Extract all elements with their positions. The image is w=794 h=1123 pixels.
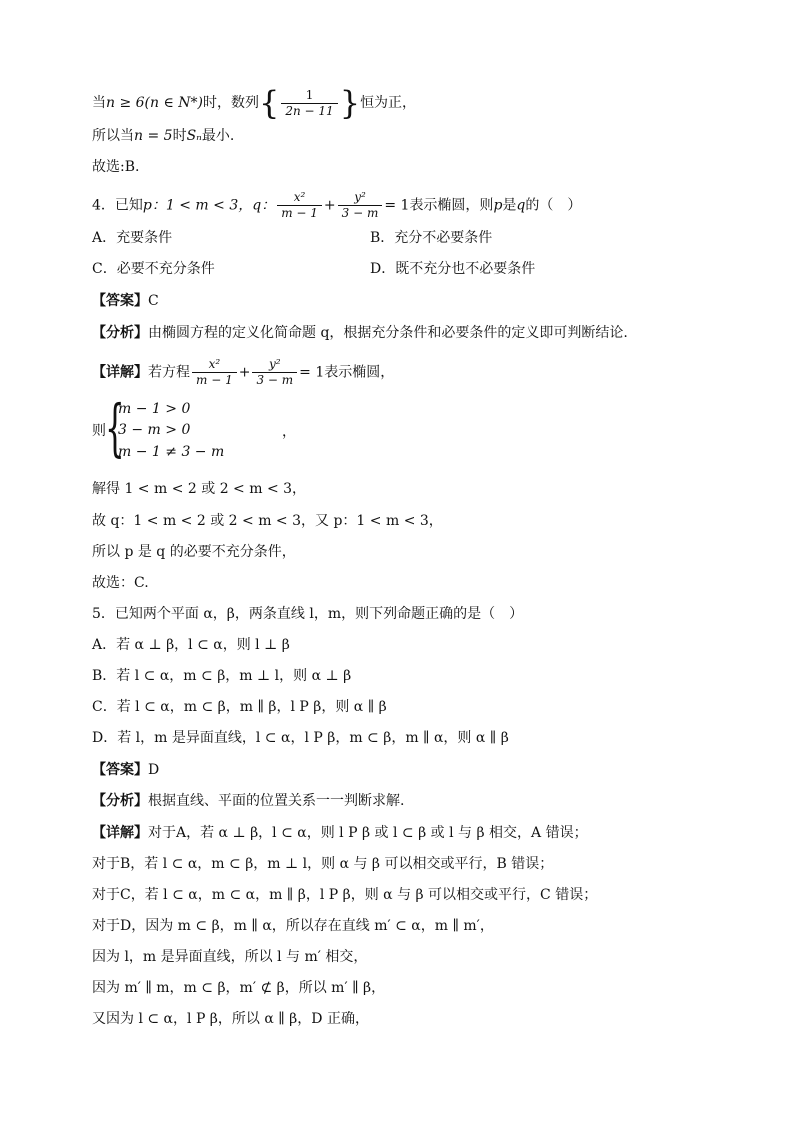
text: 是 bbox=[502, 197, 517, 214]
fraction bbox=[338, 190, 383, 221]
text: 时 bbox=[172, 128, 187, 144]
detail-tag: 【详解】 bbox=[92, 825, 148, 841]
analysis-line bbox=[92, 323, 628, 343]
math-expression: n ≥ 6(n ∈ N*) bbox=[106, 95, 204, 111]
fraction bbox=[281, 88, 337, 119]
fraction-denominator: m − 1 bbox=[281, 206, 318, 220]
text: 4．已知 bbox=[92, 197, 143, 214]
fraction-denominator: 3 − m bbox=[256, 373, 294, 387]
fraction-numerator: x² bbox=[192, 357, 237, 373]
analysis-line bbox=[92, 791, 404, 811]
answer-line bbox=[92, 291, 159, 311]
option-c: C．必要不充分条件 bbox=[92, 261, 215, 277]
text: 表示椭圆，则 bbox=[409, 197, 494, 214]
option-c: C．若 l ⊂ α，m ⊂ β，m ∥ β，l P β，则 α ∥ β bbox=[92, 699, 387, 715]
text: 所以当 bbox=[92, 128, 134, 144]
text-line: 故 q：1 < m < 2 或 2 < m < 3，又 p：1 < m < 3， bbox=[92, 513, 443, 529]
fraction bbox=[277, 190, 322, 221]
text: 当 bbox=[92, 95, 106, 111]
text-line: 故选：C. bbox=[92, 575, 149, 591]
answer-value: C bbox=[148, 293, 159, 309]
detail-tag: 【详解】 bbox=[92, 364, 148, 381]
text-line: 因为 m′ ∥ m，m ⊂ β，m′ ⊄ β，所以 m′ ∥ β， bbox=[92, 980, 386, 996]
left-brace: { bbox=[105, 391, 125, 464]
right-brace: } bbox=[339, 84, 361, 122]
math-expression: q bbox=[516, 197, 526, 214]
fraction-denominator: 2n − 11 bbox=[285, 103, 334, 118]
text: 表示椭圆， bbox=[324, 364, 395, 381]
fraction bbox=[252, 357, 297, 388]
answer-value: D bbox=[148, 762, 160, 778]
option-b: B．充分不必要条件 bbox=[370, 230, 493, 246]
option-d: D．既不充分也不必要条件 bbox=[370, 261, 536, 277]
analysis-text: 由椭圆方程的定义化简命题 q，根据充分条件和必要条件的定义即可判断结论. bbox=[148, 325, 628, 341]
inequality: 3 − m > 0 bbox=[118, 422, 191, 438]
text-line: 对于C，若 l ⊂ α，m ⊂ α，m ∥ β，l P β，则 α 与 β 可以相交或平行，C 错误； bbox=[92, 887, 598, 903]
text: 的（ ） bbox=[525, 197, 582, 214]
analysis-text: 根据直线、平面的位置关系一一判断求解. bbox=[148, 793, 405, 809]
math-expression: n = 5 bbox=[134, 128, 173, 144]
math-expression: Sₙ bbox=[186, 128, 202, 144]
text: = 1 bbox=[299, 364, 325, 381]
analysis-tag: 【分析】 bbox=[92, 793, 148, 809]
fraction-numerator: x² bbox=[277, 190, 322, 206]
option-b: B．若 l ⊂ α，m ⊂ β，m ⊥ l，则 α ⊥ β bbox=[92, 668, 352, 684]
math-expression: p bbox=[493, 197, 503, 214]
text: 恒为正， bbox=[360, 95, 417, 111]
text-line: 解得 1 < m < 2 或 2 < m < 3， bbox=[92, 481, 307, 497]
text: 则 bbox=[92, 423, 106, 439]
text: 最小. bbox=[201, 128, 235, 144]
answer-line bbox=[92, 760, 159, 780]
detail-line bbox=[92, 357, 394, 388]
answer-tag: 【答案】 bbox=[92, 762, 148, 778]
option-d: D．若 l，m 是异面直线，l ⊂ α，l P β，m ⊂ β，m ∥ α，则 α ∥ β bbox=[92, 730, 509, 746]
text-line: 对于D，因为 m ⊂ β，m ∥ α，所以存在直线 m′ ⊂ α，m ∥ m′， bbox=[92, 918, 494, 934]
text: ， bbox=[282, 424, 296, 440]
question-4 bbox=[92, 190, 581, 221]
inequality-system bbox=[92, 391, 296, 465]
text: 若方程 bbox=[148, 364, 190, 381]
inequality: m − 1 ≠ 3 − m bbox=[118, 444, 225, 460]
text-line: 又因为 l ⊂ α，l P β，所以 α ∥ β，D 正确， bbox=[92, 1011, 369, 1027]
inequality: m − 1 > 0 bbox=[118, 401, 191, 417]
fraction-numerator: 1 bbox=[281, 88, 337, 104]
option-a: A．若 α ⊥ β，l ⊂ α，则 l ⊥ β bbox=[92, 637, 290, 653]
text-line bbox=[92, 84, 417, 122]
text-line: 所以 p 是 q 的必要不充分条件， bbox=[92, 544, 296, 560]
fraction-numerator: y² bbox=[338, 190, 383, 206]
analysis-tag: 【分析】 bbox=[92, 325, 148, 341]
text: = 1 bbox=[384, 197, 410, 214]
text-line: 对于B，若 l ⊂ α，m ⊂ β，m ⊥ l，则 α 与 β 可以相交或平行，B 错误； bbox=[92, 856, 554, 872]
left-brace: { bbox=[259, 84, 280, 122]
fraction-denominator: 3 − m bbox=[341, 206, 379, 220]
text-line: 因为 l，m 是异面直线，所以 l 与 m′ 相交， bbox=[92, 949, 368, 965]
text: 时，数列 bbox=[203, 95, 260, 111]
text-line bbox=[92, 126, 234, 146]
detail-line bbox=[92, 823, 588, 843]
text: + bbox=[323, 197, 336, 214]
fraction bbox=[192, 357, 237, 388]
option-a: A．充要条件 bbox=[92, 230, 173, 246]
text: 对于A，若 α ⊥ β，l ⊂ α，则 l P β 或 l ⊂ β 或 l 与 β 相交，A 错误； bbox=[148, 825, 588, 841]
fraction-denominator: m − 1 bbox=[196, 373, 233, 387]
math-expression: p：1 < m < 3，q： bbox=[142, 197, 276, 214]
text: + bbox=[238, 364, 251, 381]
question-5: 5．已知两个平面 α，β，两条直线 l，m，则下列命题正确的是（ ） bbox=[92, 606, 524, 622]
text-line: 故选:B. bbox=[92, 159, 140, 175]
fraction-numerator: y² bbox=[252, 357, 297, 373]
answer-tag: 【答案】 bbox=[92, 293, 148, 309]
